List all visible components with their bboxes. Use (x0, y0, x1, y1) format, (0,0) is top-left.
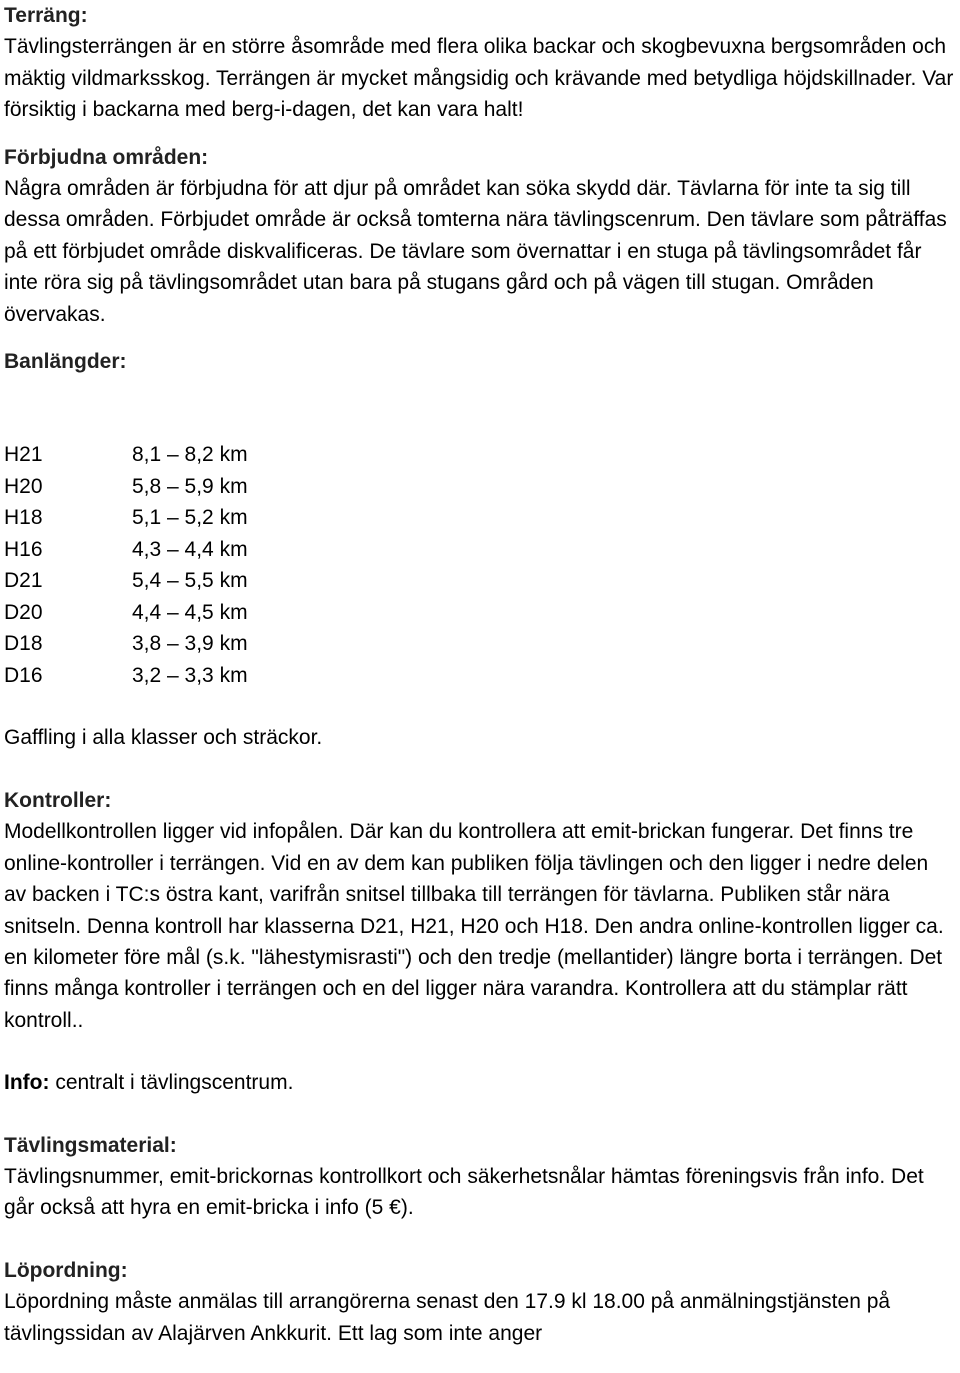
section-running-order (4, 1255, 956, 1349)
course-class: D16 (4, 663, 43, 687)
course-class: D21 (4, 569, 43, 593)
course-length: 4,4 – 4,5 km (132, 600, 248, 624)
terrain-heading: Terräng: (4, 4, 88, 27)
running-order-text: Löpordning måste anmälas till arrangörerna senast den 17.9 kl 18.00 på anmälningstjänsten på tävlingssidan av Alajärven Ankkurit. Ett lag som inte anger (4, 1290, 891, 1345)
course-class: H16 (4, 537, 43, 561)
course-row (4, 471, 248, 503)
course-row (4, 660, 248, 692)
section-forbidden-areas (4, 142, 956, 330)
course-length: 5,4 – 5,5 km (132, 569, 248, 593)
material-text: Tävlingsnummer, emit-brickornas kontrollkort och säkerhetsnålar hämtas föreningsvis från info. Det går också att hyra en emit-bricka i info (5 €). (4, 1164, 924, 1220)
section-material (4, 1130, 956, 1224)
section-terrain (4, 0, 956, 126)
course-class: H20 (4, 474, 43, 498)
course-row (4, 502, 248, 534)
course-row (4, 628, 248, 660)
section-info (4, 1067, 956, 1098)
course-length: 3,2 – 3,3 km (132, 663, 248, 687)
course-length-table (4, 439, 248, 691)
material-heading: Tävlingsmaterial: (4, 1133, 177, 1157)
section-controls (4, 785, 956, 1036)
course-class: H21 (4, 443, 43, 467)
running-order-heading: Löpordning: (4, 1258, 128, 1282)
section-course-lengths (4, 346, 956, 754)
course-length: 4,3 – 4,4 km (132, 537, 248, 561)
course-length: 3,8 – 3,9 km (132, 632, 248, 656)
forbidden-text: Några områden är förbjudna för att djur på området kan söka skydd där. Tävlarna för inte ta sig till dessa områden. Förbjudet område är också tomterna nära tävlingscenrum. Den tävlare som påträffas på ett förbjudet område diskvalificeras. De tävlare som övernattar i en stuga på tävlingsområdet får inte röra sig på tävlingsområdet utan bara på stugans gård och på vägen till stugan. Områden övervakas. (4, 177, 947, 326)
course-length: 5,8 – 5,9 km (132, 474, 248, 498)
course-class: H18 (4, 506, 43, 530)
course-row (4, 565, 248, 597)
info-text: centralt i tävlingscentrum. (49, 1071, 294, 1095)
course-length: 8,1 – 8,2 km (132, 443, 248, 467)
course-row (4, 439, 248, 471)
info-label: Info: (4, 1071, 50, 1095)
course-class: D18 (4, 632, 43, 656)
course-length: 5,1 – 5,2 km (132, 506, 248, 530)
info-line (4, 1067, 956, 1098)
forking-note: Gaffling i alla klasser och sträckor. (4, 726, 323, 750)
course-row (4, 534, 248, 566)
forbidden-heading: Förbjudna områden: (4, 145, 209, 169)
courses-heading: Banlängder: (4, 350, 127, 374)
controls-heading: Kontroller: (4, 788, 112, 812)
controls-text: Modellkontrollen ligger vid infopålen. Där kan du kontrollera att emit-brickan fungerar. Det finns tre online-kontroller i terrängen. Vid en av dem kan publiken följa tävlingen och den ligger i nedre delen av backen i TC:s östra kant, varifrån snitsel tillbaka till terrängen för tävlarna. Publiken står nära snitseln. Denna kontroll har klasserna D21, H21, H20 och H18. Den andra online-kontrollen ligger ca. en kilometer före mål (s.k. "lähestymisrasti") och den tredje (mellantider) längre borta i terrängen. Det finns många kontroller i terrängen och en del ligger nära varandra. Kontrollera att du stämplar rätt kontroll.. (4, 820, 944, 1032)
course-class: D20 (4, 600, 43, 624)
course-row (4, 597, 248, 629)
terrain-text: Tävlingsterrängen är en större åsområde med flera olika backar och skogbevuxna bergsområden och mäktig vildmarksskog. Terrängen är mycket mångsidig och krävande med betydliga höjdskillnader. Var försiktig i backarna med berg-i-dagen, det kan vara halt! (4, 35, 954, 122)
